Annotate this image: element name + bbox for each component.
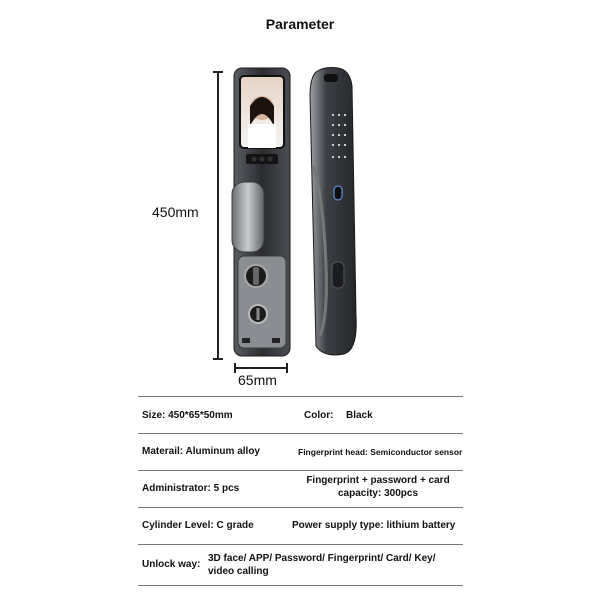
- bottom-port: [242, 338, 250, 343]
- side-camera: [324, 74, 338, 82]
- width-dimension-line: [235, 367, 287, 369]
- height-dimension-cap-bottom: [213, 358, 223, 360]
- lock-side-view: [304, 66, 366, 358]
- thumb-turn-bar: [253, 267, 259, 285]
- spec-fingerprint-head: Fingerprint head: Semiconductor sensor: [298, 447, 463, 457]
- spec-cylinder: Cylinder Level: C grade: [142, 520, 254, 531]
- height-dimension-label: 450mm: [152, 204, 199, 220]
- bottom-port-2: [272, 338, 280, 343]
- width-dimension-label: 65mm: [238, 372, 277, 388]
- spec-row-cylinder: [138, 508, 463, 544]
- spec-row-material: [138, 434, 463, 470]
- page-title: Parameter: [265, 16, 335, 32]
- spec-unlock-line1: 3D face/ APP/ Password/ Fingerprint/ Card/ Key/: [208, 553, 436, 564]
- camera-lens-1: [252, 157, 257, 162]
- height-dimension-line: [217, 72, 219, 360]
- spec-table: [138, 396, 463, 586]
- camera-lens-2: [260, 157, 265, 162]
- spec-color-value: Black: [346, 410, 373, 421]
- fingerprint-sensor: [334, 186, 342, 200]
- spec-row-size: [138, 397, 463, 433]
- spec-material: Materail: Aluminum alloy: [142, 446, 260, 457]
- camera-lens-3: [268, 157, 273, 162]
- spec-capacity-line1: Fingerprint + password + card: [306, 475, 450, 486]
- screen-shirt: [248, 124, 276, 148]
- spec-capacity-line2: capacity: 300pcs: [337, 488, 419, 499]
- width-dimension-cap-right: [286, 363, 288, 373]
- spec-size: Size: 450*65*50mm: [142, 410, 233, 421]
- spec-unlock-line2: video calling: [208, 566, 269, 577]
- spec-row-administrator: [138, 471, 463, 507]
- side-grip: [332, 262, 344, 288]
- spec-power: Power supply type: lithium battery: [292, 520, 456, 531]
- key-slot: [257, 308, 260, 320]
- spec-unlock-label: Unlock way:: [142, 559, 201, 570]
- lock-handle: [232, 182, 264, 252]
- spec-row-unlock: [138, 545, 463, 585]
- spec-administrator: Administrator: 5 pcs: [142, 483, 240, 494]
- lock-front-view: [228, 66, 294, 358]
- side-body: [310, 68, 356, 356]
- table-rule: [138, 585, 463, 586]
- spec-color-label: Color:: [304, 410, 334, 421]
